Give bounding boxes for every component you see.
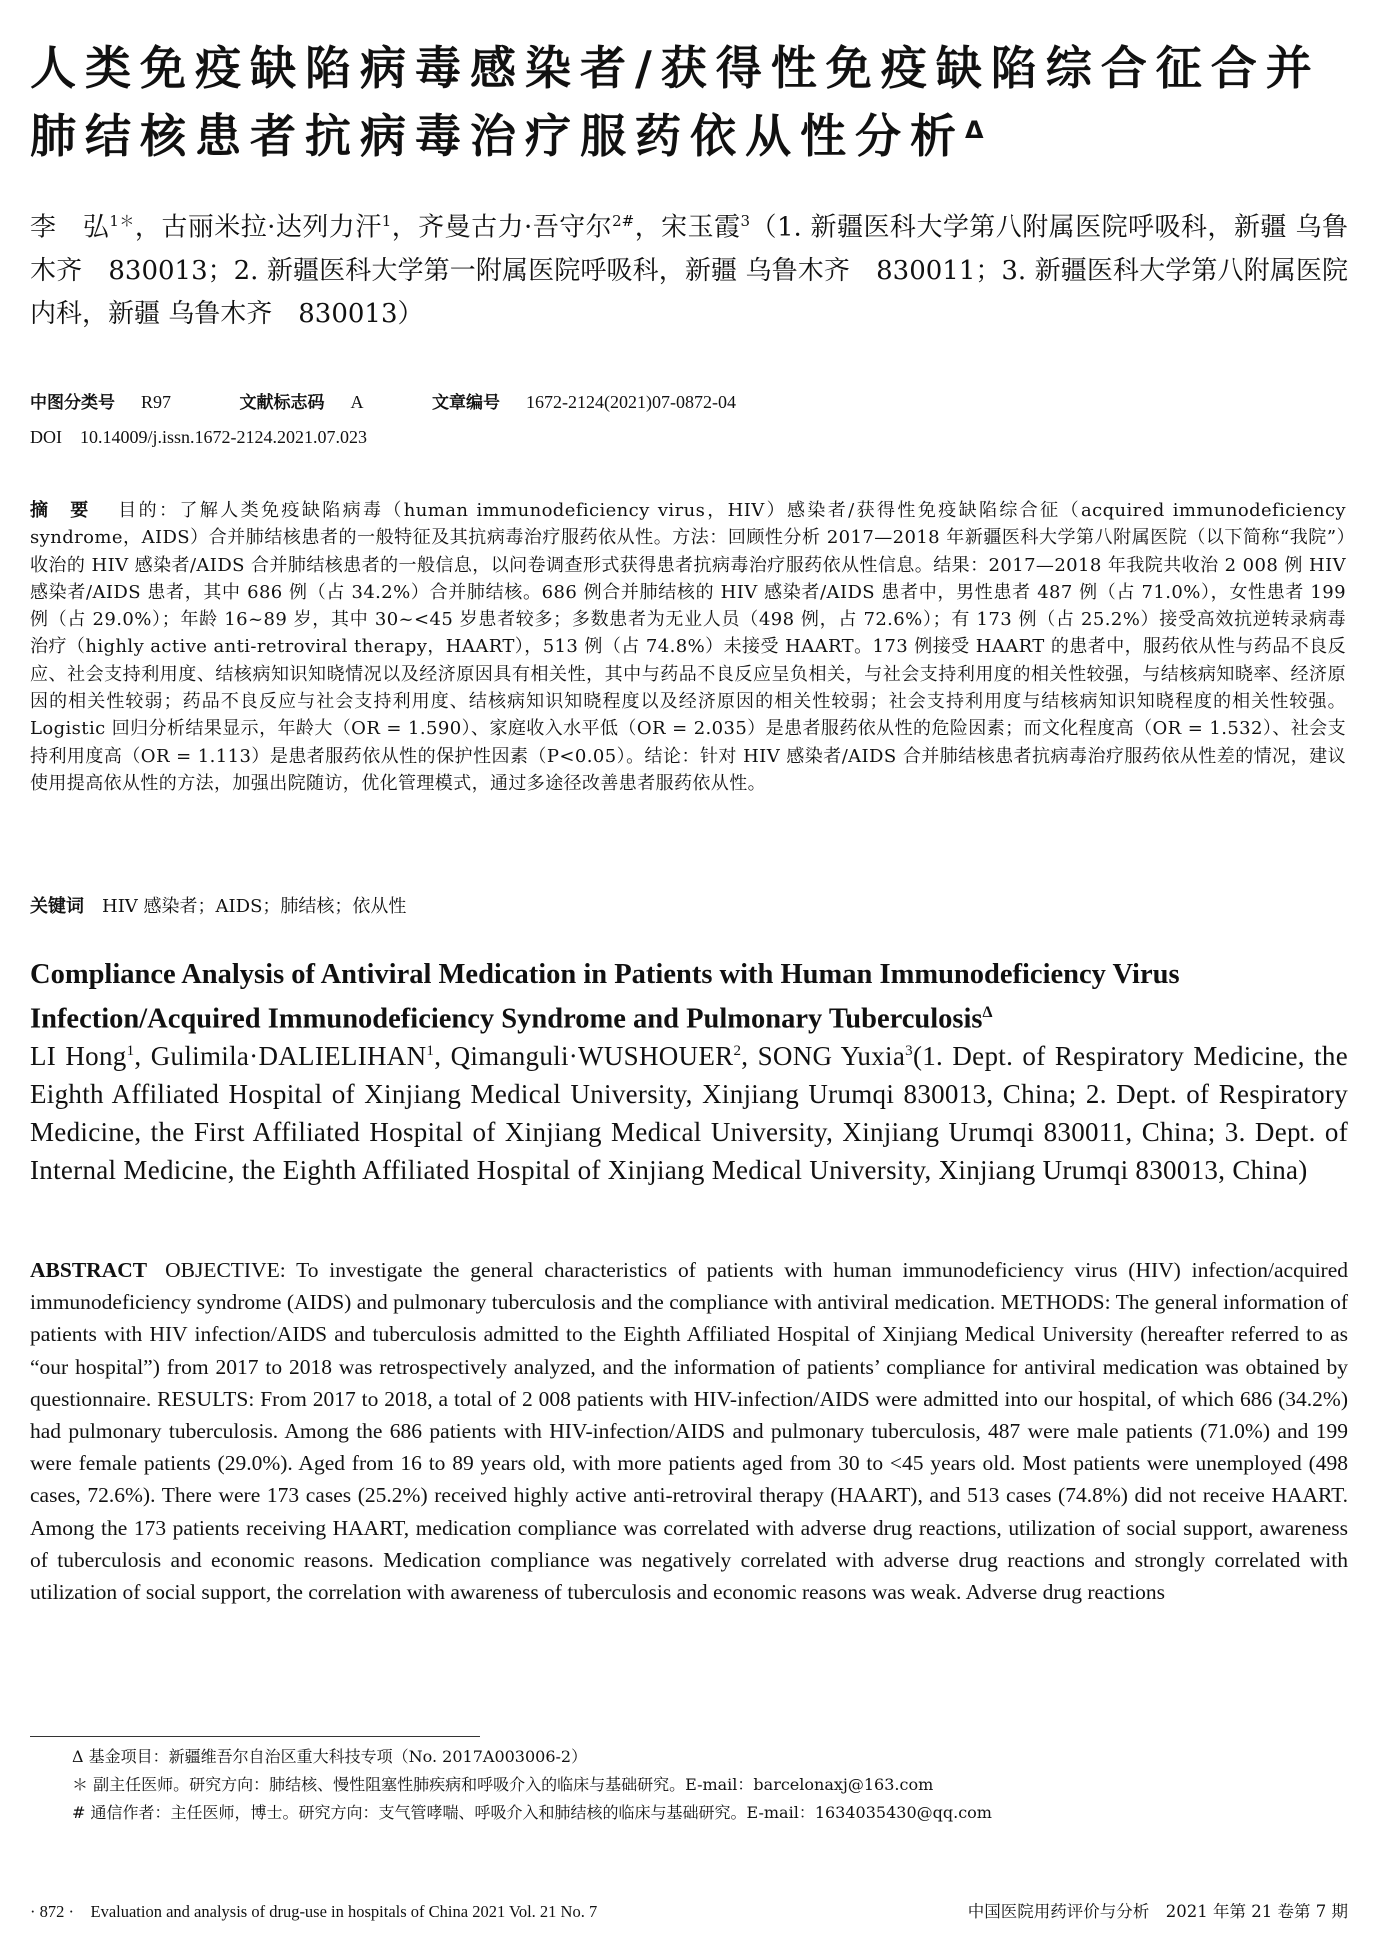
chinese-title-text: 人类免疫缺陷病毒感染者/获得性免疫缺陷综合征合并肺结核患者抗病毒治疗服药依从性分析: [30, 41, 1321, 163]
doc-code-label: 文献标志码: [239, 393, 325, 413]
author-en-3: , Qimanguli·WUSHOUER: [434, 1041, 734, 1071]
author-en-1-sup: 1: [126, 1043, 135, 1059]
article-number-value: 1672-2124(2021)07-0872-04: [526, 392, 736, 412]
author-cn-3-sup: 2#: [612, 212, 635, 230]
author-en-1: LI Hong: [30, 1041, 127, 1071]
english-title: [30, 956, 1348, 1039]
article-number-label: 文章编号: [432, 393, 501, 413]
footer-journal-en: · 872 · Evaluation and analysis of drug-use in hospitals of China 2021 Vol. 21 No. 7: [30, 1902, 598, 1921]
english-title-text: Compliance Analysis of Antiviral Medication in Patients with Human Immunodeficiency Virus Infection/Acquired Immunodeficiency Syndrome and Pulmonary Tuberculosis: [30, 959, 1180, 1035]
footnote-corresponding-author: # 通信作者：主任医师，博士。研究方向：支气管哮喘、呼吸介入和肺结核的临床与基础研究。E-mail：1634035430@qq.com: [72, 1803, 992, 1822]
chinese-abstract: [30, 497, 1346, 797]
chinese-keywords-text: HIV 感染者；AIDS；肺结核；依从性: [102, 896, 407, 917]
author-cn-1-sup: 1＊: [109, 212, 135, 230]
footnote-first-author: ＊ 副主任医师。研究方向：肺结核、慢性阻塞性肺疾病和呼吸介入的临床与基础研究。E-mail：barcelonaxj@163.com: [72, 1775, 934, 1794]
doi-row: [30, 423, 1330, 451]
author-cn-4: ，宋玉霞: [634, 212, 741, 243]
author-cn-3: ，齐曼古力·吾守尔: [391, 212, 613, 243]
chinese-title-fund-mark: Δ: [965, 116, 984, 144]
english-abstract: [30, 1254, 1348, 1608]
chinese-abstract-text: 目的：了解人类免疫缺陷病毒（human immunodeficiency virus，HIV）感染者/获得性免疫缺陷综合征（acquired immunodeficiency syndrome，AIDS）合并肺结核患者的一般特征及其抗病毒治疗服药依从性。方法：回顾性分析 2017—2018 年新疆医科大学第八附属医院（以下简称“我院”）收治的 HIV 感染者/AIDS 合并肺结核患者的一般信息，以问卷调查形式获得患者抗病毒治疗服药依从性信息。结果：2017—2018 年我院共收治 2 008 例 HIV 感染者/AIDS 患者，其中 686 例（占 34.2%）合并肺结核。686 例合并肺结核的 HIV 感染者/AIDS 患者中，男性患者 487 例（占 71.0%），女性患者 199 例（占 29.0%）；年龄 16~89 岁，其中 30~<45 岁患者较多；多数患者为无业人员（498 例，占 72.6%）；有 173 例（占 25.2%）接受高效抗逆转录病毒治疗（highly active anti-retroviral therapy，HAART），513 例（占 74.8%）未接受 HAART。173 例接受 HAART 的患者中，服药依从性与药品不良反应、社会支持利用度、结核病知识知晓情况以及经济原因具有相关性，其中与药品不良反应呈负相关，与社会支持利用度的相关性较强，与结核病知晓率、经济原因的相关性较弱；药品不良反应与社会支持利用度、结核病知识知晓程度以及经济原因的相关性较弱；社会支持利用度与结核病知识知晓程度的相关性较强。Logistic 回归分析结果显示，年龄大（OR = 1.590）、家庭收入水平低（OR = 2.035）是患者服药依从性的危险因素；而文化程度高（OR = 1.532）、社会支持利用度高（OR = 1.113）是患者服药依从性的保护性因素（P<0.05）。结论：针对 HIV 感染者/AIDS 合并肺结核患者抗病毒治疗服药依从性差的情况，建议使用提高依从性的方法，加强出院随访，优化管理模式，通过多途径改善患者服药依从性。: [30, 500, 1346, 794]
english-title-fund-mark: Δ: [982, 1004, 993, 1021]
clc-value: R97: [141, 392, 172, 412]
classification-row: [30, 388, 1330, 417]
english-affiliations: (1. Dept. of Respiratory Medicine, the Eighth Affiliated Hospital of Xinjiang Medical University, Xinjiang Urumqi 830013, China; 2. Dept. of Respiratory Medicine, the First Affiliated Hospital of Xinjiang Medical University, Xinjiang Urumqi 830011, China; 3. Dept. of Internal Medicine, the Eighth Affiliated Hospital of Xinjiang Medical University, Xinjiang Urumqi 830013, China): [30, 1041, 1348, 1185]
doc-code-value: A: [350, 392, 364, 412]
clc-label: 中图分类号: [30, 393, 115, 413]
chinese-keywords: [30, 893, 1330, 920]
doi-value[interactable]: 10.14009/j.issn.1672-2124.2021.07.023: [80, 427, 368, 447]
english-abstract-label: ABSTRACT: [30, 1258, 148, 1282]
footnote-divider: [30, 1736, 480, 1737]
chinese-authors: [30, 200, 1348, 336]
author-en-4: , SONG Yuxia: [741, 1041, 906, 1071]
author-en-2-sup: 1: [426, 1043, 435, 1059]
chinese-title: [30, 34, 1350, 170]
doi-label: DOI: [30, 427, 62, 447]
page-footer: [30, 1899, 1348, 1925]
footnote-fund: Δ 基金项目：新疆维吾尔自治区重大科技专项（No. 2017A003006-2）: [72, 1747, 588, 1766]
chinese-keywords-label: 关键词: [30, 896, 84, 917]
chinese-affiliations: （1. 新疆医科大学第八附属医院呼吸科，新疆 乌鲁木齐 830013；2. 新疆医科大学第一附属医院呼吸科，新疆 乌鲁木齐 830011；3. 新疆医科大学第八附属医院内科，新疆 乌鲁木齐 830013）: [30, 212, 1348, 329]
english-authors: [30, 1032, 1348, 1189]
author-cn-2-sup: 1: [381, 212, 392, 230]
author-en-2: , Gulimila·DALIELIHAN: [134, 1041, 427, 1071]
footnotes: [72, 1743, 1332, 1827]
author-en-4-sup: 3: [905, 1043, 913, 1059]
english-abstract-text: OBJECTIVE: To investigate the general characteristics of patients with human immunodeficiency virus (HIV) infection/acquired immunodeficiency syndrome (AIDS) and pulmonary tuberculosis and the compliance with antiviral medication. METHODS: The general information of patients with HIV infection/AIDS and tuberculosis admitted to the Eighth Affiliated Hospital of Xinjiang Medical University (hereafter referred to as “our hospital”) from 2017 to 2018 was retrospectively analyzed, and the information of patients’ compliance for antiviral medication was obtained by questionnaire. RESULTS: From 2017 to 2018, a total of 2 008 patients with HIV-infection/AIDS were admitted into our hospital, of which 686 (34.2%) had pulmonary tuberculosis. Among the 686 patients with HIV-infection/AIDS and pulmonary tuberculosis, 487 were male patients (71.0%) and 199 were female patients (29.0%). Aged from 16 to 89 years old, with more patients aged from 30 to <45 years old. Most patients were unemployed (498 cases, 72.6%). There were 173 cases (25.2%) received highly active anti-retroviral therapy (HAART), and 513 cases (74.8%) did not receive HAART. Among the 173 patients receiving HAART, medication compliance was correlated with adverse drug reactions, utilization of social support, awareness of tuberculosis and economic reasons. Medication compliance was negatively correlated with adverse drug reactions and strongly correlated with utilization of social support, the correlation with awareness of tuberculosis and economic reasons was weak. Adverse drug reactions: [30, 1258, 1348, 1605]
author-cn-4-sup: 3: [740, 212, 751, 230]
author-en-3-sup: 2: [733, 1043, 742, 1059]
chinese-abstract-label: 摘 要: [30, 500, 97, 521]
author-cn-1: 李 弘: [30, 212, 110, 243]
footer-journal-cn: 中国医院用药评价与分析 2021 年第 21 卷第 7 期: [967, 1902, 1348, 1921]
author-cn-2: ，古丽米拉·达列力汗: [134, 212, 382, 243]
